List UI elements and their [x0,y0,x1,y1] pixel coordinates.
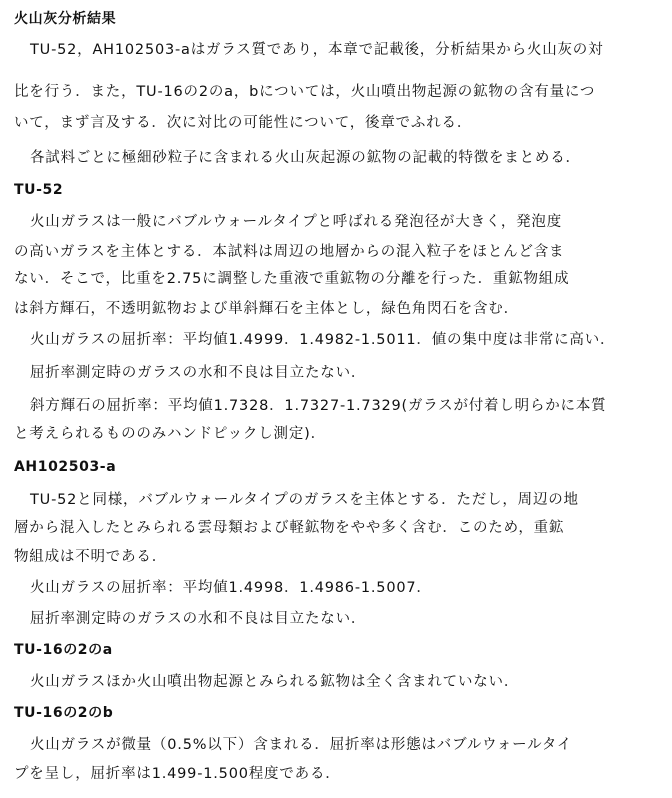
tu16-2a-line: 火山ガラスほか火山噴出物起源とみられる鉱物は全く含まれていない． [30,674,520,690]
section-heading-tu16-2a: TU-16の2のa [14,642,113,658]
tu52-line: 火山ガラスの屈折率：平均値1.4999．1.4982-1.5011．値の集中度は非常に高い． [30,332,616,348]
intro-line: いて，まず言及する．次に対比の可能性について，後章でふれる． [14,115,473,131]
ah102503a-line: 火山ガラスの屈折率：平均値1.4998．1.4986-1.5007． [30,580,432,596]
tu52-line: 斜方輝石の屈折率：平均値1.7328．1.7327-1.7329(ガラスが付着し明らかに本質 [30,398,607,414]
tu52-line: と考えられるもののみハンドピックし測定)． [14,426,326,442]
section-heading-tu16-2b: TU-16の2のb [14,705,114,721]
ah102503a-line: TU-52と同様，バブルウォールタイプのガラスを主体とする．ただし，周辺の地 [30,492,579,508]
tu16-2b-line: 火山ガラスが微量（0.5%以下）含まれる．屈折率は形態はバブルウォールタイ [30,737,573,753]
tu52-line: 火山ガラスは一般にバブルウォールタイプと呼ばれる発泡径が大きく，発泡度 [30,214,563,230]
intro-line: TU-52，AH102503-aはガラス質であり，本章で記載後，分析結果から火山灰の対 [30,42,604,58]
tu52-line: 屈折率測定時のガラスの水和不良は目立たない． [30,365,367,381]
tu16-2b-line: プを呈し，屈折率は1.499-1.500程度である． [14,766,341,782]
tu52-line: ない．そこで，比重を2.75に調整した重液で重鉱物の分離を行った．重鉱物組成 [14,271,570,287]
section-heading-tu52: TU-52 [14,182,64,198]
section-heading-ah102503a: AH102503-a [14,459,117,475]
document-title: 火山灰分析結果 [14,11,117,27]
intro-line: 比を行う．また，TU-16の2のa，bについては，火山噴出物起源の鉱物の含有量につ [14,84,596,100]
tu52-line: は斜方輝石，不透明鉱物および単斜輝石を主体とし，緑色角閃石を含む． [14,301,519,317]
ah102503a-line: 物組成は不明である． [14,549,167,565]
intro-line: 各試料ごとに極細砂粒子に含まれる火山灰起源の鉱物の記載的特徴をまとめる． [30,150,581,166]
tu52-line: の高いガラスを主体とする．本試料は周辺の地層からの混入粒子をほとんど含ま [14,244,565,260]
ah102503a-line: 層から混入したとみられる雲母類および軽鉱物をやや多く含む．このため，重鉱 [14,520,565,536]
ah102503a-line: 屈折率測定時のガラスの水和不良は目立たない． [30,611,367,627]
